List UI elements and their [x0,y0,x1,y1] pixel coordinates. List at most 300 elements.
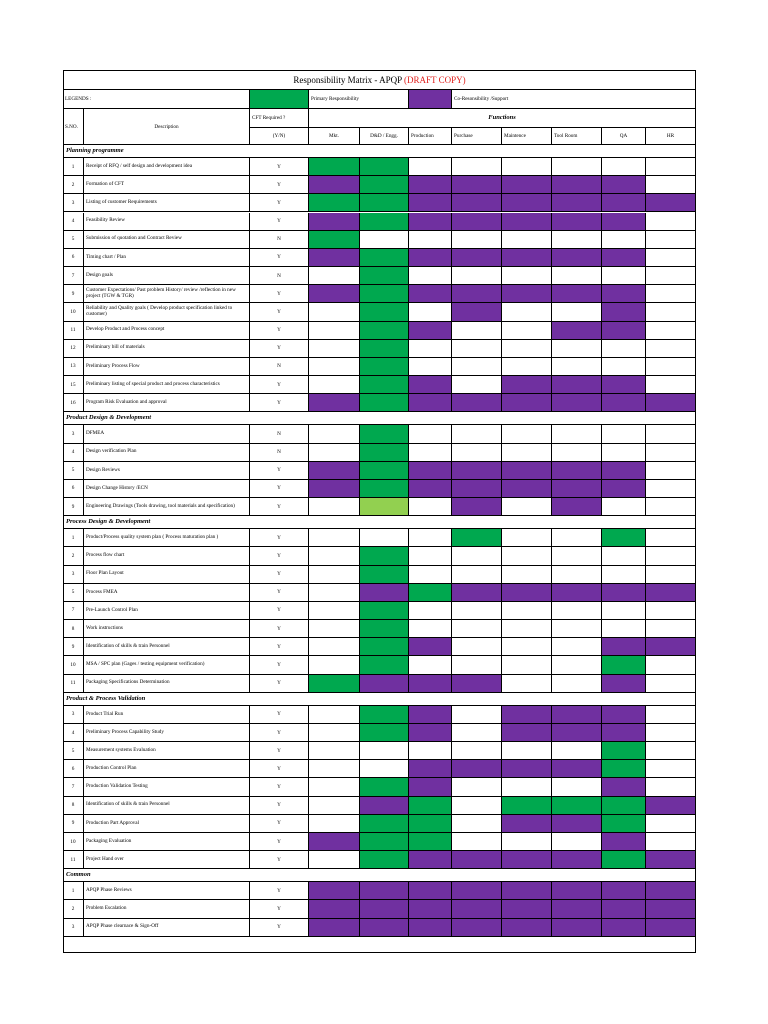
matrix-cell [309,425,360,443]
matrix-cell [552,194,602,212]
row-description: Process flow chart [84,547,250,565]
legend-co-swatch [409,90,452,109]
row-description: Process FMEA [84,584,250,602]
matrix-cell [452,760,502,778]
matrix-cell [409,675,452,693]
matrix-cell [502,480,552,498]
matrix-cell [452,444,502,462]
row-description: Work instructions [84,620,250,638]
row-sno: 5 [63,584,84,602]
matrix-cell [646,797,696,815]
row-sno: 7 [63,778,84,796]
matrix-cell [552,547,602,565]
matrix-cell [309,213,360,231]
row-description: Floor Plan Layout [84,566,250,584]
matrix-cell [552,425,602,443]
matrix-cell [502,638,552,656]
matrix-cell [646,742,696,760]
matrix-cell [309,285,360,303]
matrix-cell [552,706,602,724]
matrix-cell [602,900,646,918]
matrix-cell [646,498,696,516]
matrix-cell [409,340,452,358]
matrix-cell [646,675,696,693]
matrix-cell [502,778,552,796]
matrix-cell [452,882,502,900]
matrix-cell [552,231,602,249]
legend-primary-swatch [250,90,309,109]
matrix-cell [360,778,409,796]
matrix-cell [360,498,409,516]
row-description: Product/Process quality system plan ( Process maturation plan ) [84,529,250,547]
row-cft: Y [250,584,309,602]
matrix-cell [502,797,552,815]
matrix-cell [409,176,452,194]
matrix-cell [502,267,552,285]
row-cft: Y [250,249,309,267]
matrix-cell [309,249,360,267]
row-sno: 8 [63,620,84,638]
row-sno: 1 [63,158,84,176]
row-cft: Y [250,620,309,638]
matrix-cell [452,851,502,869]
matrix-cell [646,480,696,498]
matrix-cell [602,231,646,249]
matrix-cell [409,547,452,565]
matrix-cell [409,566,452,584]
row-cft: Y [250,760,309,778]
matrix-cell [360,213,409,231]
matrix-cell [409,724,452,742]
matrix-cell [646,833,696,851]
matrix-cell [602,919,646,937]
row-cft: Y [250,394,309,412]
matrix-cell [552,213,602,231]
matrix-cell [502,724,552,742]
row-description: Packaging Evaluation [84,833,250,851]
matrix-cell [409,213,452,231]
matrix-cell [646,778,696,796]
matrix-cell [452,358,502,376]
row-sno: 9 [63,638,84,656]
matrix-cell [552,656,602,674]
matrix-cell [602,322,646,340]
row-sno: 3 [63,566,84,584]
matrix-cell [602,584,646,602]
matrix-cell [309,851,360,869]
matrix-cell [502,919,552,937]
matrix-cell [552,724,602,742]
row-cft: Y [250,213,309,231]
matrix-cell [602,833,646,851]
row-description: Measurement systems Evaluation [84,742,250,760]
matrix-cell [646,882,696,900]
matrix-cell [360,656,409,674]
header-col-5: Tool Room [552,128,602,145]
row-description: Preliminary listing of special product and process characteristics [84,376,250,394]
header-col-4: Maintence [502,128,552,145]
matrix-cell [409,638,452,656]
matrix-cell [360,462,409,480]
row-cft: Y [250,638,309,656]
legends-label: LEGENDS : [63,90,250,109]
matrix-cell [409,285,452,303]
row-sno: 7 [63,602,84,620]
matrix-cell [502,231,552,249]
matrix-cell [360,231,409,249]
matrix-cell [409,322,452,340]
matrix-cell [602,498,646,516]
matrix-cell [360,882,409,900]
row-description: Customer Expectations/ Past problem History/ review /reflection in new project (TGW & TGR) [84,285,250,303]
row-sno: 6 [63,480,84,498]
matrix-cell [552,919,602,937]
matrix-cell [552,322,602,340]
matrix-cell [646,231,696,249]
row-description: Program Risk Evaluation and approval [84,394,250,412]
matrix-cell [309,547,360,565]
matrix-cell [409,425,452,443]
row-cft: Y [250,742,309,760]
responsibility-matrix-sheet [63,70,696,953]
row-sno: 6 [63,249,84,267]
row-cft: Y [250,462,309,480]
matrix-cell [309,584,360,602]
matrix-cell [552,462,602,480]
row-sno: 16 [63,394,84,412]
matrix-cell [552,851,602,869]
matrix-cell [360,425,409,443]
row-description: Design goals [84,267,250,285]
matrix-cell [452,267,502,285]
matrix-cell [309,194,360,212]
matrix-cell [452,249,502,267]
matrix-cell [360,724,409,742]
matrix-cell [409,742,452,760]
row-sno: 5 [63,462,84,480]
row-cft: Y [250,778,309,796]
matrix-cell [309,760,360,778]
row-description: Preliminary bill of materials [84,340,250,358]
row-sno: 1 [63,882,84,900]
header-description: Description [84,109,250,145]
row-description: Preliminary Process Flow [84,358,250,376]
matrix-cell [452,797,502,815]
row-description: Identification of skills & train Personnel [84,797,250,815]
matrix-cell [409,249,452,267]
matrix-cell [360,358,409,376]
matrix-cell [409,498,452,516]
header-cft: CFT Required ? [250,109,309,128]
matrix-cell [646,462,696,480]
row-cft: Y [250,176,309,194]
matrix-cell [646,919,696,937]
row-description: Packaging Specifications Determination [84,675,250,693]
matrix-cell [452,919,502,937]
matrix-cell [552,158,602,176]
row-description: Production Validation Testing [84,778,250,796]
matrix-cell [552,358,602,376]
matrix-cell [452,231,502,249]
matrix-cell [309,724,360,742]
matrix-cell [646,900,696,918]
row-description: APQP Phase Reviews [84,882,250,900]
row-sno: 8 [63,797,84,815]
row-cft: N [250,425,309,443]
matrix-cell [452,620,502,638]
matrix-cell [309,231,360,249]
matrix-cell [646,584,696,602]
title-draft: (DRAFT COPY) [404,75,466,85]
row-sno: 11 [63,322,84,340]
matrix-cell [502,444,552,462]
matrix-cell [602,620,646,638]
matrix-cell [452,480,502,498]
matrix-cell [452,158,502,176]
matrix-cell [360,529,409,547]
row-description: Design verification Plan [84,444,250,462]
matrix-cell [409,529,452,547]
matrix-cell [452,566,502,584]
matrix-cell [552,742,602,760]
header-col-1: D&D / Engg. [360,128,409,145]
matrix-cell [309,267,360,285]
matrix-cell [409,851,452,869]
matrix-cell [502,602,552,620]
matrix-cell [309,444,360,462]
row-cft: Y [250,285,309,303]
matrix-cell [309,620,360,638]
matrix-cell [502,833,552,851]
matrix-cell [409,462,452,480]
matrix-cell [552,638,602,656]
matrix-cell [602,194,646,212]
row-description: Design Reviews [84,462,250,480]
row-description: Feasibility Review [84,213,250,231]
row-cft: Y [250,851,309,869]
matrix-cell [502,176,552,194]
matrix-cell [309,797,360,815]
row-sno: 15 [63,376,84,394]
matrix-cell [452,742,502,760]
matrix-cell [646,620,696,638]
matrix-cell [646,267,696,285]
section-title: Planning programme [63,145,696,158]
title-main: Responsibility Matrix - APQP [293,75,405,85]
matrix-cell [309,602,360,620]
matrix-cell [409,358,452,376]
row-cft: N [250,267,309,285]
matrix-cell [552,778,602,796]
row-sno: 10 [63,303,84,321]
row-sno: 1 [63,529,84,547]
row-cft: N [250,444,309,462]
title-row [63,70,696,90]
matrix-cell [602,742,646,760]
row-description: Formation of CFT [84,176,250,194]
matrix-cell [502,882,552,900]
matrix-cell [452,547,502,565]
matrix-cell [646,322,696,340]
row-sno: 2 [63,176,84,194]
matrix-cell [502,303,552,321]
matrix-cell [309,480,360,498]
matrix-cell [552,303,602,321]
matrix-cell [360,249,409,267]
matrix-cell [502,529,552,547]
matrix-cell [602,547,646,565]
matrix-cell [602,213,646,231]
matrix-cell [552,285,602,303]
matrix-cell [360,760,409,778]
matrix-cell [502,158,552,176]
row-cft: Y [250,529,309,547]
matrix-cell [309,322,360,340]
matrix-cell [309,498,360,516]
matrix-cell [502,656,552,674]
matrix-cell [309,462,360,480]
matrix-cell [502,815,552,833]
matrix-cell [602,529,646,547]
matrix-cell [502,760,552,778]
matrix-cell [409,394,452,412]
matrix-cell [646,851,696,869]
matrix-cell [409,584,452,602]
matrix-cell [360,566,409,584]
matrix-cell [602,602,646,620]
header-functions: Functions [309,109,696,128]
row-cft: Y [250,656,309,674]
matrix-cell [646,444,696,462]
matrix-cell [309,358,360,376]
matrix-cell [452,394,502,412]
matrix-cell [360,919,409,937]
row-cft: Y [250,340,309,358]
matrix-cell [646,249,696,267]
row-sno: 11 [63,851,84,869]
matrix-cell [360,547,409,565]
row-cft: Y [250,882,309,900]
matrix-cell [646,706,696,724]
matrix-cell [646,760,696,778]
matrix-cell [452,340,502,358]
matrix-cell [602,797,646,815]
matrix-cell [409,480,452,498]
row-sno: 9 [63,498,84,516]
header-col-2: Production [409,128,452,145]
matrix-cell [602,303,646,321]
matrix-cell [409,194,452,212]
matrix-cell [360,480,409,498]
matrix-cell [602,778,646,796]
matrix-cell [552,498,602,516]
row-cft: Y [250,919,309,937]
matrix-cell [309,566,360,584]
matrix-cell [360,797,409,815]
matrix-cell [602,882,646,900]
row-description: Project Hand over [84,851,250,869]
matrix-cell [552,815,602,833]
matrix-cell [360,158,409,176]
matrix-cell [646,194,696,212]
matrix-cell [552,394,602,412]
matrix-cell [409,444,452,462]
matrix-cell [552,584,602,602]
row-cft: Y [250,602,309,620]
matrix-cell [646,340,696,358]
matrix-cell [309,833,360,851]
row-cft: Y [250,900,309,918]
matrix-cell [602,656,646,674]
matrix-cell [552,760,602,778]
row-cft: N [250,231,309,249]
row-sno: 2 [63,900,84,918]
row-description: Receipt of RFQ / self design and development idea [84,158,250,176]
matrix-cell [409,778,452,796]
row-description: Timing chart / Plan [84,249,250,267]
matrix-cell [360,394,409,412]
matrix-cell [452,900,502,918]
row-description: DFMEA [84,425,250,443]
row-sno: 5 [63,231,84,249]
row-sno: 4 [63,444,84,462]
matrix-cell [309,815,360,833]
matrix-cell [409,376,452,394]
matrix-cell [409,620,452,638]
matrix-cell [409,303,452,321]
matrix-cell [452,213,502,231]
matrix-cell [452,498,502,516]
row-sno: 9 [63,285,84,303]
matrix-cell [452,322,502,340]
matrix-cell [309,176,360,194]
matrix-cell [409,760,452,778]
matrix-cell [452,425,502,443]
matrix-cell [409,706,452,724]
matrix-cell [309,778,360,796]
matrix-cell [502,249,552,267]
matrix-cell [646,638,696,656]
row-cft: Y [250,566,309,584]
matrix-cell [602,376,646,394]
matrix-cell [409,602,452,620]
header-col-6: QA [602,128,646,145]
matrix-cell [602,267,646,285]
matrix-cell [552,267,602,285]
matrix-cell [646,656,696,674]
matrix-cell [552,620,602,638]
matrix-cell [409,797,452,815]
header-col-0: Mkt. [309,128,360,145]
matrix-cell [502,675,552,693]
matrix-cell [309,303,360,321]
row-cft: Y [250,322,309,340]
matrix-cell [360,303,409,321]
row-sno: 3 [63,919,84,937]
section-title: Product Design & Development [63,412,696,425]
matrix-cell [646,303,696,321]
matrix-cell [360,833,409,851]
matrix-cell [552,675,602,693]
matrix-cell [409,267,452,285]
matrix-cell [360,620,409,638]
matrix-cell [602,706,646,724]
matrix-cell [602,394,646,412]
matrix-cell [552,529,602,547]
matrix-cell [452,462,502,480]
matrix-cell [602,158,646,176]
matrix-cell [360,602,409,620]
